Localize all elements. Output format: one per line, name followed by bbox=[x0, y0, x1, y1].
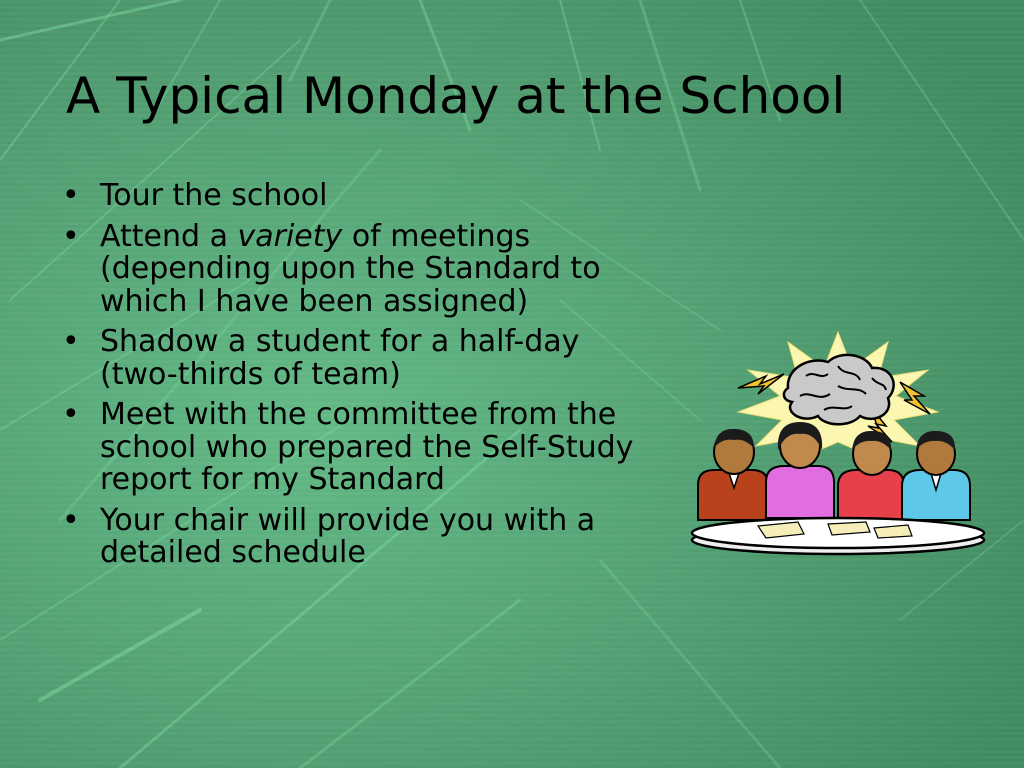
bullet-text: Meet with the committee from the school who prepared the Self-Study report for my Standard bbox=[100, 397, 634, 497]
bullet-marker: • bbox=[62, 178, 80, 213]
bullet-item bbox=[60, 180, 640, 213]
bullet-item bbox=[60, 399, 640, 497]
slide-title: A Typical Monday at the School bbox=[66, 67, 846, 125]
person-1 bbox=[698, 429, 768, 520]
bullet-marker: • bbox=[62, 218, 80, 254]
bullet-marker: • bbox=[62, 502, 80, 538]
meeting-clipart bbox=[688, 330, 988, 560]
bullet-list bbox=[60, 180, 640, 578]
bullet-emphasis: variety bbox=[237, 218, 343, 254]
bullet-item bbox=[60, 326, 640, 391]
bullet-text: Your chair will provide you with a detailed schedule bbox=[100, 502, 596, 570]
bullet-item bbox=[60, 218, 640, 319]
bullet-text-start: Attend a bbox=[100, 218, 238, 254]
bullet-item bbox=[60, 502, 640, 570]
bullet-marker: • bbox=[62, 397, 80, 432]
bullet-marker: • bbox=[62, 324, 80, 359]
bullet-text: Tour the school bbox=[100, 178, 328, 213]
meeting-table bbox=[692, 518, 984, 554]
bullet-text: Shadow a student for a half-day (two-thirds of team) bbox=[100, 324, 580, 392]
bullet-text-end: of meetings (depending upon the Standard to which I have been assigned) bbox=[100, 218, 601, 319]
